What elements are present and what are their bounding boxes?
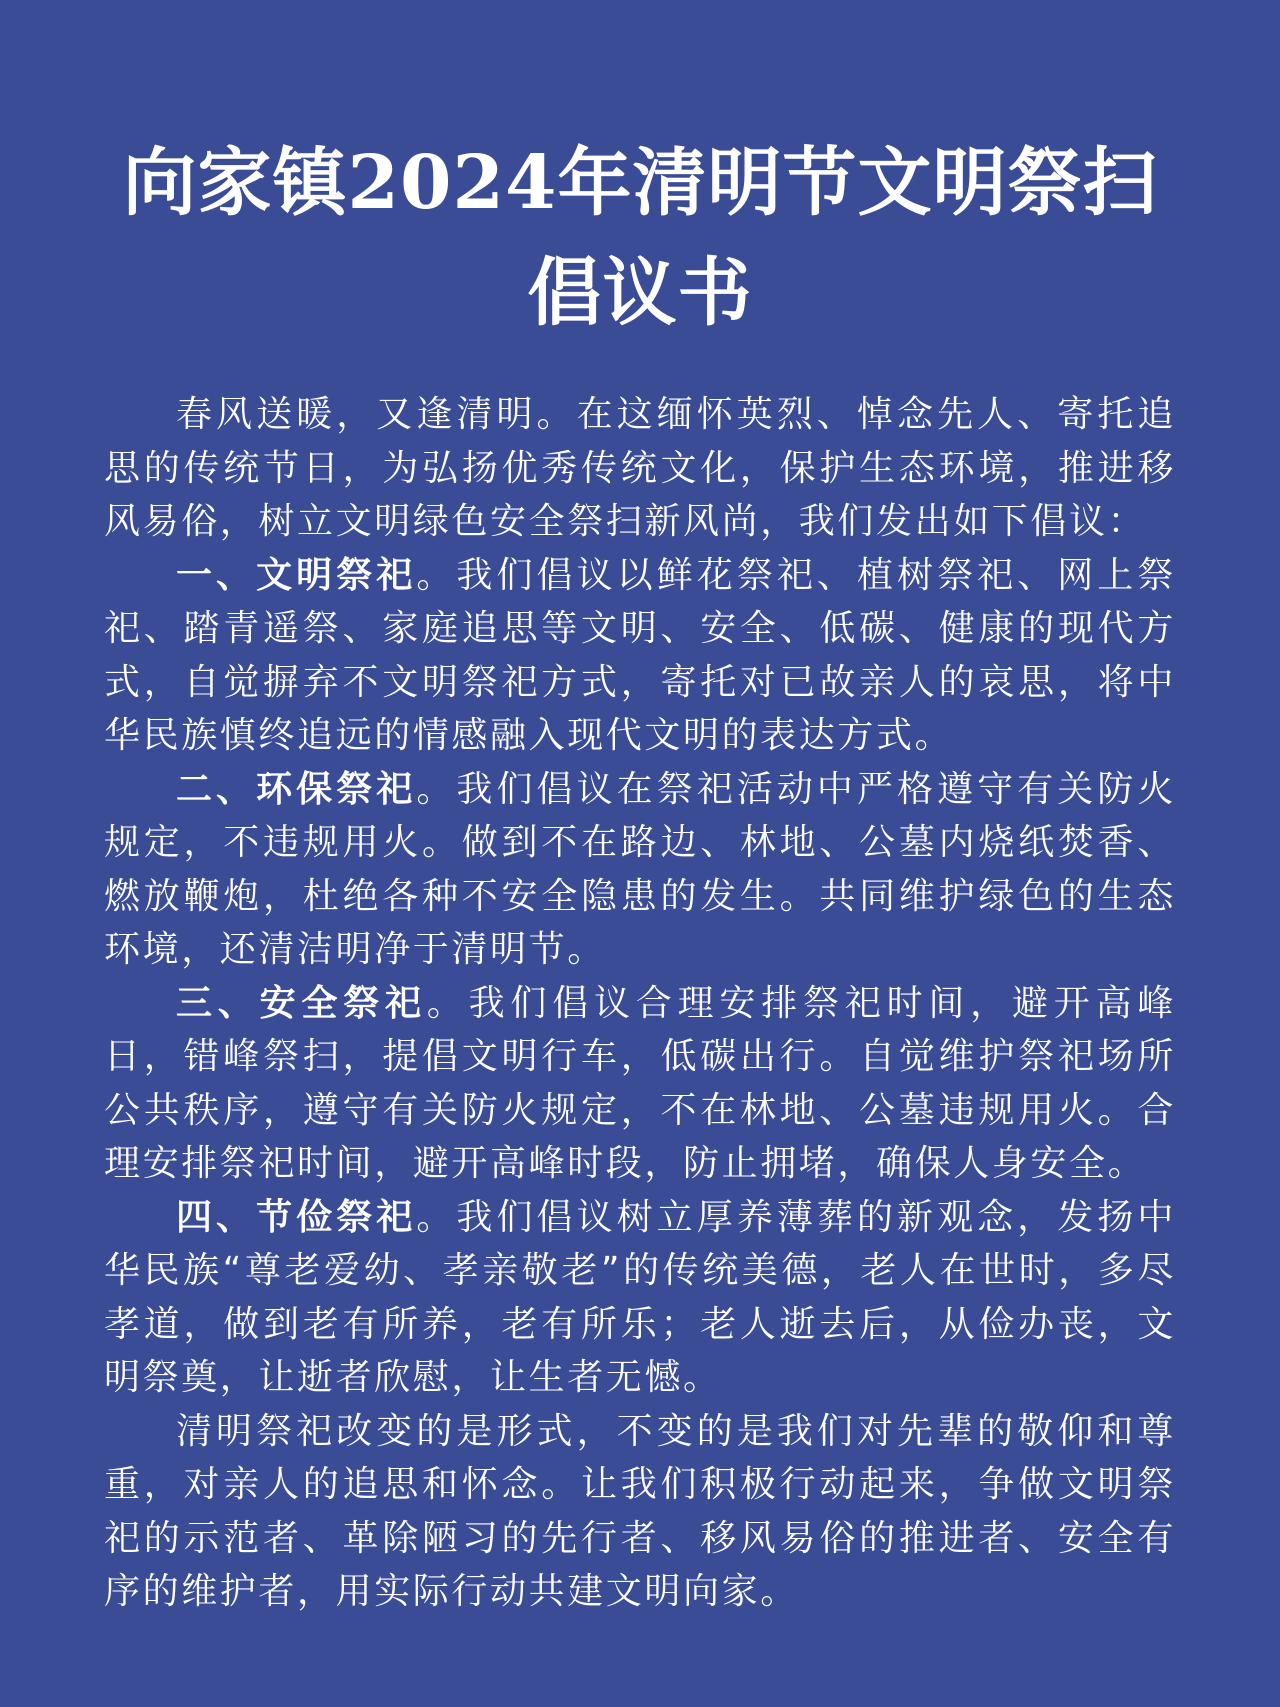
document-title-line-2: 倡议书	[527, 250, 753, 336]
closing-paragraph: 清明祭祀改变的是形式，不变的是我们对先辈的敬仰和尊重，对亲人的追思和怀念。让我们积极行动起来，争做文明祭祀的示范者、革除陋习的先行者、移风易俗的推进者、安全有序的维护者，用实际行动共建文明向家。	[104, 1410, 1176, 1612]
section-text: 。我们倡议在祭祀活动中严格遵守有关防火规定，不违规用火。做到不在路边、林地、公墓内烧纸焚香、燃放鞭炮，杜绝各种不安全隐患的发生。共同维护绿色的生态环境，还清洁明净于清明节。	[104, 768, 1176, 970]
section-heading: 三、安全祭祀	[176, 982, 427, 1024]
section-text: 。我们倡议合理安排祭祀时间，避开高峰日，错峰祭扫，提倡文明行车，低碳出行。自觉维护祭祀场所公共秩序，遵守有关防火规定，不在林地、公墓违规用火。合理安排祭祀时间，避开高峰时段，防止拥堵，确保人身安全。	[104, 982, 1176, 1184]
section-text: 。我们倡议以鲜花祭祀、植树祭祀、网上祭祀、踏青遥祭、家庭追思等文明、安全、低碳、健康的现代方式，自觉摒弃不文明祭祀方式，寄托对已故亲人的哀思，将中华民族慎终追远的情感融入现代文明的表达方式。	[104, 554, 1176, 756]
section-safe-sacrifice	[104, 977, 1176, 1191]
document-title-line-1: 向家镇2024年清明节文明祭扫	[122, 140, 1158, 226]
document-body	[104, 388, 1176, 1619]
section-heading: 一、文明祭祀	[176, 554, 417, 596]
section-civilized-sacrifice	[104, 549, 1176, 763]
section-eco-sacrifice	[104, 763, 1176, 977]
section-heading: 四、节俭祭祀	[176, 1196, 417, 1238]
section-heading: 二、环保祭祀	[176, 768, 417, 810]
section-text: 。我们倡议树立厚养薄葬的新观念，发扬中华民族“尊老爱幼、孝亲敬老”的传统美德，老人在世时，多尽孝道，做到老有所养，老有所乐；老人逝去后，从俭办丧，文明祭奠，让逝者欣慰，让生者无憾。	[104, 1196, 1176, 1398]
intro-paragraph: 春风送暖，又逢清明。在这缅怀英烈、悼念先人、寄托追思的传统节日，为弘扬优秀传统文化，保护生态环境，推进移风易俗，树立文明绿色安全祭扫新风尚，我们发出如下倡议：	[104, 394, 1176, 542]
section-frugal-sacrifice	[104, 1191, 1176, 1405]
